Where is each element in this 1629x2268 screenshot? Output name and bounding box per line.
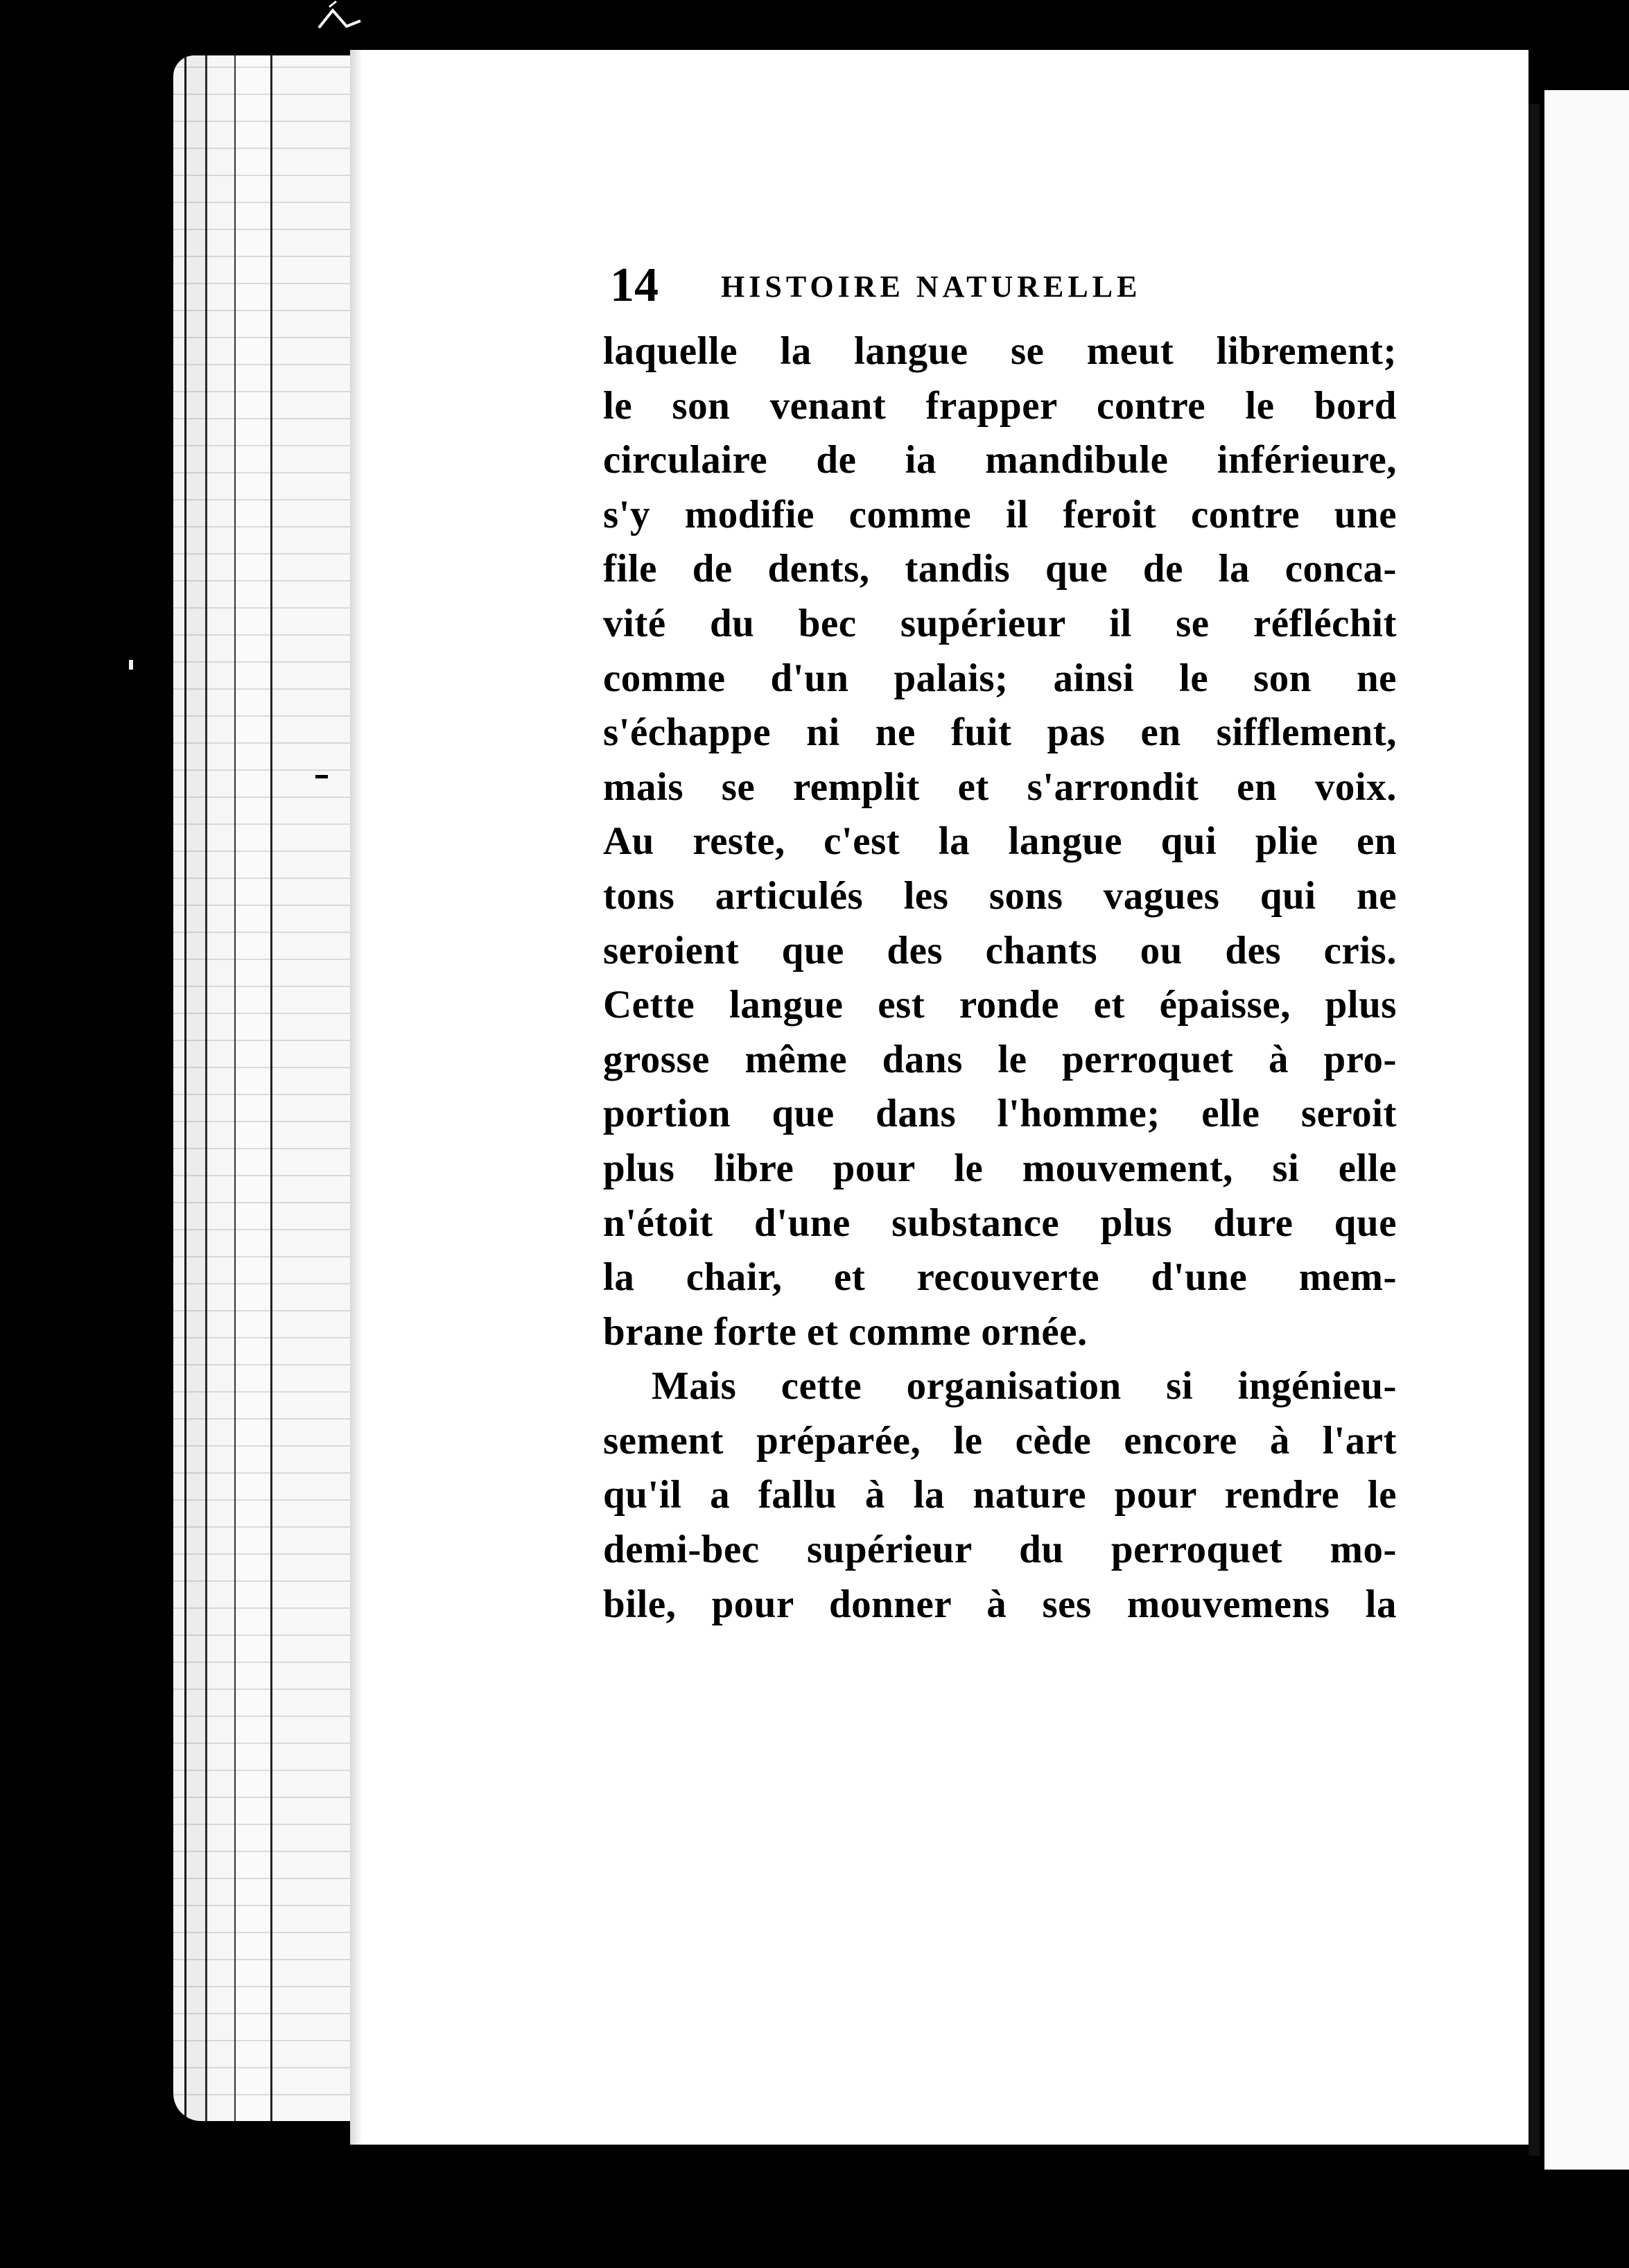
text-line: bile, pour donner à ses mouvemens la (603, 1582, 1397, 1626)
text-line: grosse même dans le perroquet à pro- (603, 1037, 1397, 1081)
text-line: demi-bec supérieur du perroquet mo- (603, 1528, 1397, 1572)
text-line: mais se remplit et s'arrondit en voix. (603, 765, 1397, 809)
facing-page-edge (1544, 90, 1629, 2170)
text-line: le son venant frapper contre le bord (603, 383, 1397, 428)
text-line: vité du bec supérieur il se réfléchit (603, 601, 1397, 645)
text-line: laquelle la langue se meut librement; (603, 329, 1397, 373)
running-title: HISTOIRE NATURELLE (721, 270, 1142, 304)
text-line: seroient que des chants ou des cris. (603, 928, 1397, 972)
edge-speck (129, 660, 133, 670)
text-line: qu'il a fallu à la nature pour rendre le (603, 1473, 1397, 1517)
text-line: Au reste, c'est la langue qui plie en (603, 819, 1397, 864)
margin-mark (315, 775, 328, 778)
gutter-shadow (1528, 104, 1540, 2156)
body-text (603, 324, 1397, 1632)
text-line: portion que dans l'homme; elle seroit (603, 1092, 1397, 1136)
text-line: n'étoit d'une substance plus dure que (603, 1201, 1397, 1245)
page-number: 14 (610, 259, 659, 312)
page-corner-mark (305, 0, 367, 49)
text-line: Cette langue est ronde et épaisse, plus (603, 983, 1397, 1027)
text-line: tons articulés les sons vagues qui ne (603, 873, 1397, 918)
page-header (610, 258, 1275, 313)
text-line: comme d'un palais; ainsi le son ne (603, 656, 1397, 700)
stacked-page-edges (173, 55, 360, 2121)
text-line: file de dents, tandis que de la conca- (603, 547, 1397, 591)
text-line: la chair, et recouverte d'une mem- (603, 1255, 1397, 1300)
text-line: s'échappe ni ne fuit pas en sifflement, (603, 710, 1397, 755)
text-line: Mais cette organisation si ingénieu- (652, 1364, 1397, 1408)
text-line: circulaire de ia mandibule inférieure, (603, 438, 1397, 482)
text-line: s'y modifie comme il feroit contre une (603, 492, 1397, 537)
text-line: brane forte et comme ornée. (603, 1309, 1088, 1354)
text-line: sement préparée, le cède encore à l'art (603, 1418, 1397, 1463)
text-line: plus libre pour le mouvement, si elle (603, 1146, 1397, 1190)
